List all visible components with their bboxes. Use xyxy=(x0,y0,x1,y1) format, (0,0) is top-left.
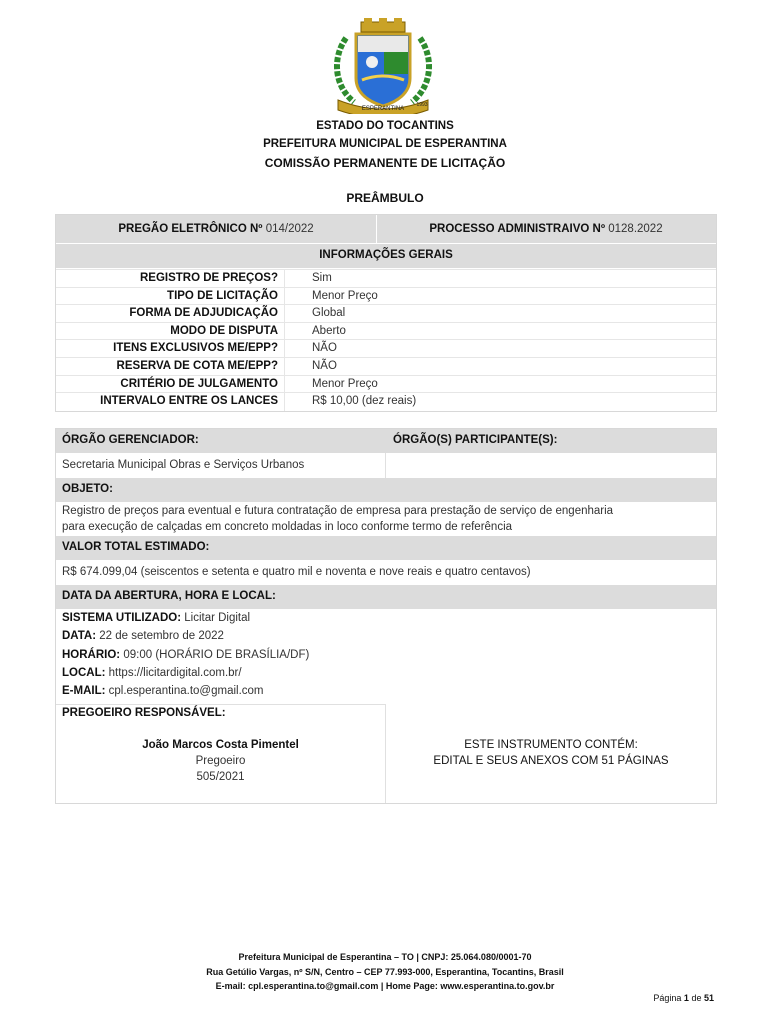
info-value: Sim xyxy=(312,272,332,284)
process-cell xyxy=(376,223,716,235)
pregoeiro-label: PREGOEIRO RESPONSÁVEL: xyxy=(62,707,226,719)
info-row xyxy=(56,287,716,306)
crest-year: 1993 xyxy=(416,102,428,108)
horario-label: HORÁRIO: xyxy=(62,649,121,661)
pregao-row xyxy=(56,215,716,243)
info-key: MODO DE DISPUTA xyxy=(170,324,278,337)
orgao-manager-value: Secretaria Municipal Obras e Serviços Urbanos xyxy=(62,459,305,471)
pregoeiro-portaria: 505/2021 xyxy=(196,771,245,783)
info-value: Menor Preço xyxy=(312,377,378,390)
info-row xyxy=(56,375,716,394)
objeto-line-2: para execução de calçadas em concreto moldadas in loco conforme termo de referência xyxy=(62,521,513,533)
sistema-label: SISTEMA UTILIZADO: xyxy=(62,612,182,624)
local-value: https://licitardigital.com.br/ xyxy=(108,667,242,679)
header-state: ESTADO DO TOCANTINS xyxy=(316,120,454,132)
orgao-participant-label: ÓRGÃO(S) PARTICIPANTE(S): xyxy=(393,434,558,446)
info-key: CRITÉRIO DE JULGAMENTO xyxy=(120,377,278,390)
info-row xyxy=(56,322,716,341)
page-prefix: Página xyxy=(653,993,682,1003)
instrument-line-1: ESTE INSTRUMENTO CONTÉM: xyxy=(464,739,638,751)
pregao-number: 014/2022 xyxy=(265,223,314,235)
valor-value: R$ 674.099,04 (seiscentos e setenta e quatro mil e noventa e nove reais e quatro centavos) xyxy=(62,566,531,578)
sistema-line xyxy=(62,612,250,624)
page-number xyxy=(653,993,714,1003)
pregao-cell xyxy=(56,223,376,235)
page-current: 1 xyxy=(683,993,689,1003)
footer-line-2: Rua Getúlio Vargas, nº S/N, Centro – CEP 77.993-000, Esperantina, Tocantins, Brasil xyxy=(206,967,564,977)
info-row xyxy=(56,304,716,323)
local-line xyxy=(62,667,242,679)
page-total: 51 xyxy=(703,993,714,1003)
data-value: 22 de setembro de 2022 xyxy=(99,630,224,642)
valor-label: VALOR TOTAL ESTIMADO: xyxy=(62,541,210,553)
header-city: PREFEITURA MUNICIPAL DE ESPERANTINA xyxy=(263,138,507,150)
info-row xyxy=(56,339,716,358)
horario-line xyxy=(62,649,309,661)
objeto-label: OBJETO: xyxy=(62,483,113,495)
pregao-label: PREGÃO ELETRÔNICO Nº xyxy=(118,223,263,235)
info-value: R$ 10,00 (dez reais) xyxy=(312,395,417,408)
info-key: INTERVALO ENTRE OS LANCES xyxy=(100,395,278,408)
data-line xyxy=(62,630,224,642)
abertura-header-row xyxy=(56,585,716,609)
info-title: INFORMAÇÕES GERAIS xyxy=(319,249,453,261)
horario-value: 09:00 (HORÁRIO DE BRASÍLIA/DF) xyxy=(123,649,310,661)
crest-ribbon-text: ESPERANTINA xyxy=(361,106,405,112)
municipal-crest-icon xyxy=(328,18,438,114)
objeto-header-row xyxy=(56,478,716,502)
info-value: Global xyxy=(312,307,346,320)
process-number: 0128.2022 xyxy=(608,223,663,235)
info-row xyxy=(56,357,716,376)
info-value: NÃO xyxy=(312,360,337,372)
info-title-row xyxy=(56,244,716,268)
footer-line-3: E-mail: cpl.esperantina.to@gmail.com | Home Page: www.esperantina.to.gov.br xyxy=(215,981,555,991)
pregoeiro-name: João Marcos Costa Pimentel xyxy=(142,739,299,751)
info-row xyxy=(56,392,716,411)
instrument-line-2: EDITAL E SEUS ANEXOS COM 51 PÁGINAS xyxy=(433,755,669,767)
info-key: ITENS EXCLUSIVOS ME/EPP? xyxy=(113,342,278,355)
info-key: FORMA DE ADJUDICAÇÃO xyxy=(129,307,278,320)
valor-header-row xyxy=(56,536,716,560)
footer-line-1: Prefeitura Municipal de Esperantina – TO | CNPJ: 25.064.080/0001-70 xyxy=(238,952,532,962)
email-label: E-MAIL: xyxy=(62,685,106,697)
section-title: PREÂMBULO xyxy=(346,191,424,205)
info-value: Menor Preço xyxy=(312,289,378,302)
info-row xyxy=(56,269,716,288)
info-key: REGISTRO DE PREÇOS? xyxy=(139,272,278,284)
data-label: DATA: xyxy=(62,630,97,642)
abertura-label: DATA DA ABERTURA, HORA E LOCAL: xyxy=(62,590,276,602)
process-label: PROCESSO ADMINISTRAIVO Nº xyxy=(429,223,606,235)
pregoeiro-role: Pregoeiro xyxy=(195,755,246,767)
info-key: RESERVA DE COTA ME/EPP? xyxy=(116,360,278,372)
page-of: de xyxy=(691,993,702,1003)
orgao-header-row xyxy=(56,429,716,453)
local-label: LOCAL: xyxy=(62,667,106,679)
orgao-manager-label: ÓRGÃO GERENCIADOR: xyxy=(62,434,199,446)
info-key: TIPO DE LICITAÇÃO xyxy=(167,289,278,302)
details-table xyxy=(55,428,717,804)
email-line xyxy=(62,685,264,697)
header-commission: COMISSÃO PERMANENTE DE LICITAÇÃO xyxy=(264,156,506,170)
sistema-value: Licitar Digital xyxy=(184,612,251,624)
info-value: Aberto xyxy=(312,324,346,337)
info-value: NÃO xyxy=(312,342,337,355)
email-value: cpl.esperantina.to@gmail.com xyxy=(108,685,264,697)
objeto-line-1: Registro de preços para eventual e futura contratação de empresa para prestação de serviço de engenharia xyxy=(62,505,614,517)
summary-table xyxy=(55,214,717,412)
